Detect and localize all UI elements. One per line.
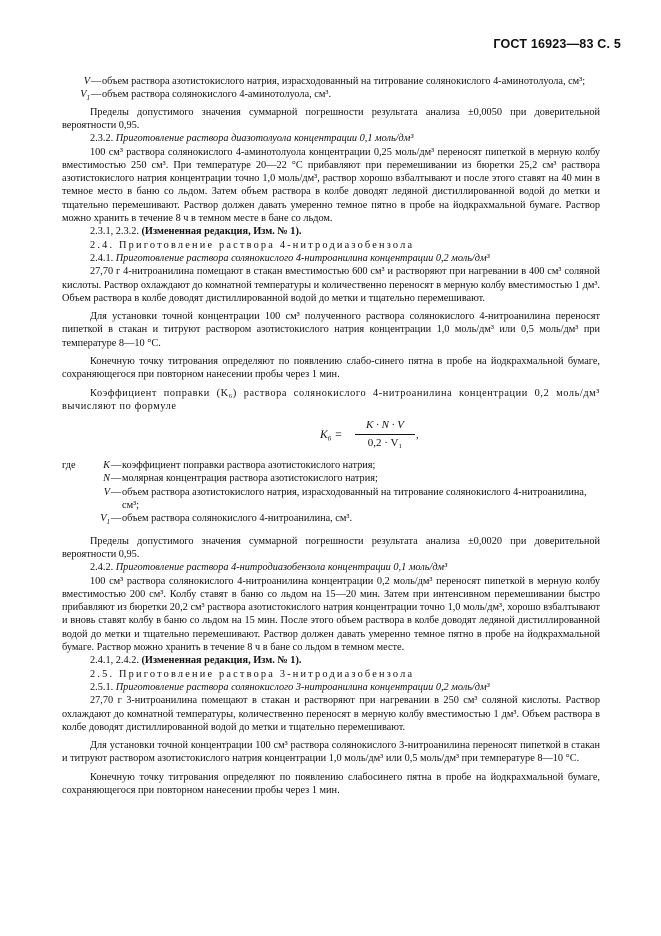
formula-numerator: K · N · V [355, 419, 415, 435]
paragraph-2-5-1-b: Для установки точной концентрации 100 см³ раствора солянокислого 3-нитроанилина переносят пипеткой в стакан и титруют раствором азотистокислого натрия концентрации 1,0 моль/дм³ или 0,5 моль/дм³ при температуре 8—10 °С. [62, 740, 600, 765]
section-heading-2-5: 2.5. Приготовление раствора 3-нитродиазобензола [90, 668, 415, 680]
paragraph-2-4-1-b: Для установки точной концентрации 100 см³ полученного раствора солянокислого 4-нитроанилина переносят пипеткой в стакан и титруют раствором азотистокислого натрия концентрации 1,0 моль/дм³ или 0,5 моль/дм³ при температуре 8—10 °С. [62, 311, 600, 349]
definition-n [62, 472, 600, 485]
section-number: 2.4.1. [90, 252, 114, 264]
paragraph-2-5-1-a: 27,70 г 3-нитроанилина помещают в стакан и растворяют при нагревании в 250 см³ соляной кислоты. Раствор охлаждают до комнатной температуры, количественно переносят в мерную колбу вместимостью 1 дм³. Объем раствора в колбе доводят дистиллированной водой до метки и тщательно перемешивают. [62, 695, 600, 733]
edit-note-text: (Измененная редакция, Изм. № 1). [141, 655, 302, 667]
edit-note-numbers: 2.3.1, 2.3.2. [90, 226, 139, 238]
definition-dash: — [110, 486, 122, 498]
paragraph-coefficient: Коэффициент поправки (K₆) раствора солянокислого 4-нитроанилина концентрации 0,2 моль/дм³ вычисляют по формуле [62, 387, 600, 412]
paragraph-2-5-1-c: Конечную точку титрования определяют по появлению слабосинего пятна в пробе на йодкрахмальной бумаге, сохраняющегося при повторном нанесении пробы через 1 мин. [62, 771, 600, 797]
definition-symbol: $V_1$ [100, 513, 110, 527]
page-header: ГОСТ 16923—83 С. 5 [493, 37, 621, 51]
paragraph-limits-1: Пределы допустимого значения суммарной погрешности результата анализа ±0,0050 при доверительной вероятности 0,95. [62, 106, 600, 131]
definition-symbol: V [83, 76, 90, 87]
section-heading-2-4-1 [62, 252, 600, 265]
section-title: Приготовление раствора солянокислого 3-нитроанилина концентрации 0,2 моль/дм³ [115, 681, 490, 693]
paragraph-limits-2: Пределы допустимого значения суммарной погрешности результата анализа ±0,0020 при доверительной вероятности 0,95. [62, 535, 600, 560]
definition-dash: — [90, 76, 102, 87]
section-number: 2.4.2. [90, 562, 114, 574]
formula-tail: , [416, 429, 419, 442]
formula-fraction [355, 419, 415, 451]
formula-lhs: K₆ = [320, 429, 343, 442]
edit-note-1 [62, 225, 600, 238]
definition-text: объем раствора солянокислого 4-аминотолуола, см³. [102, 89, 332, 101]
definition-symbol: $V_1$ [80, 89, 90, 103]
section-heading-2-4-2 [62, 561, 600, 574]
section-number: 2.5.1. [90, 681, 114, 693]
definition-text: объем раствора азотистокислого натрия, израсходованный на титрование солянокислого 4-нитроанилина, см³; [122, 486, 587, 512]
where-label: где [62, 460, 76, 472]
definition-v1 [70, 88, 600, 105]
section-number: 2.3.2. [90, 133, 114, 145]
definition-dash: — [110, 460, 122, 472]
edit-note-numbers: 2.4.1, 2.4.2. [90, 655, 139, 667]
definition-v-2 [62, 486, 600, 513]
paragraph-2-4-1-c: Конечную точку титрования определяют по появлению слабо-синего пятна в пробе на йодкрахмальной бумаге, сохраняющегося при повторном нанесении пробы через 1 мин. [62, 355, 600, 381]
definition-dash: — [110, 473, 122, 485]
edit-note-text: (Измененная редакция, Изм. № 1). [141, 226, 302, 238]
formula-denominator: 0,2 · V₁ [367, 437, 403, 450]
edit-note-2 [62, 654, 600, 667]
section-heading-2-5-1 [62, 681, 600, 694]
definition-text: объем раствора солянокислого 4-нитроанилина, см³. [122, 513, 353, 525]
definition-dash: — [90, 89, 102, 101]
paragraph-2-4-1-a: 27,70 г 4-нитроанилина помещают в стакан вместимостью 600 см³ и растворяют при нагревании в 400 см³ соляной кислоты. Раствор охлаждают до комнатной температуры и количественно переносят в мерную колбу вместимостью 1 дм³. Объем раствора в колбе доводят дистиллированной водой до метки и тщательно перемешивают. [62, 266, 600, 304]
formula [62, 413, 600, 459]
definition-v [70, 75, 600, 88]
paragraph-2-3-2: 100 см³ раствора солянокислого 4-аминотолуола концентрации 0,25 моль/дм³ переносят пипеткой в мерную колбу вместимостью 250 см³. При температуре 20—22 °С прибавляют при перемешивании из бюретки 25,2 см³ раствора азотистокислого натрия концентрации точно 1,0 моль/дм³, раствор хорошо взбалтывают и после этого ставят на 40 мин в темное место в баню со льдом. Затем объем раствора в колбе доводят ледяной дистиллированной водой до метки и тщательно перемешивают. Раствор должен давать умеренно темное пятно в пробе на йодкрахмальной бумаге. Раствор можно хранить в течение 8 ч в темном месте в бане со льдом. [62, 146, 600, 225]
definition-symbol: N [103, 473, 110, 485]
definition-symbol: V [103, 486, 110, 498]
definition-text: молярная концентрация раствора азотистокислого натрия; [122, 473, 378, 485]
definition-text: коэффициент поправки раствора азотистокислого натрия; [122, 460, 376, 472]
section-heading-2-3-2 [62, 132, 600, 145]
section-title: Приготовление раствора диазотолуола концентрации 0,1 моль/дм³ [115, 133, 414, 145]
paragraph-2-4-2: 100 см³ раствора солянокислого 4-нитроанилина концентрации 0,2 моль/дм³ переносят пипеткой в мерную колбу вместимостью 200 см³. Колбу ставят в баню со льдом на 15—20 мин. Затем при интенсивном перемешивании быстро прибавляют из бюретки 20,2 см³ раствора азотистокислого натрия концентрации точно 1,0 моль/дм³, хорошо взбалтывают и вновь ставят колбу в баню со льдом на 15 мин. После этого объем раствора в колбе доводят ледяной дистиллированной водой до метки и тщательно перемешивают. Раствор должен давать умеренно темное пятно в пробе на йодкрахмальной бумаге. Раствор можно хранить в течение 8 ч в бане со льдом в темном месте. [62, 575, 600, 654]
section-heading-2-4: 2.4. Приготовление раствора 4-нитродиазобензола [90, 239, 415, 251]
definition-text: объем раствора азотистокислого натрия, израсходованный на титрование солянокислого 4-аминотолуола, см³; [102, 76, 586, 87]
section-title: Приготовление раствора солянокислого 4-нитроанилина концентрации 0,2 моль/дм³ [115, 252, 490, 264]
definition-k [62, 459, 600, 472]
section-title: Приготовление раствора 4-нитродиазобензола концентрации 0,1 моль/дм³ [115, 562, 448, 574]
definition-symbol: K [103, 460, 110, 472]
page-body [62, 75, 600, 797]
definition-v1-2 [62, 512, 600, 529]
definition-dash: — [110, 513, 122, 525]
